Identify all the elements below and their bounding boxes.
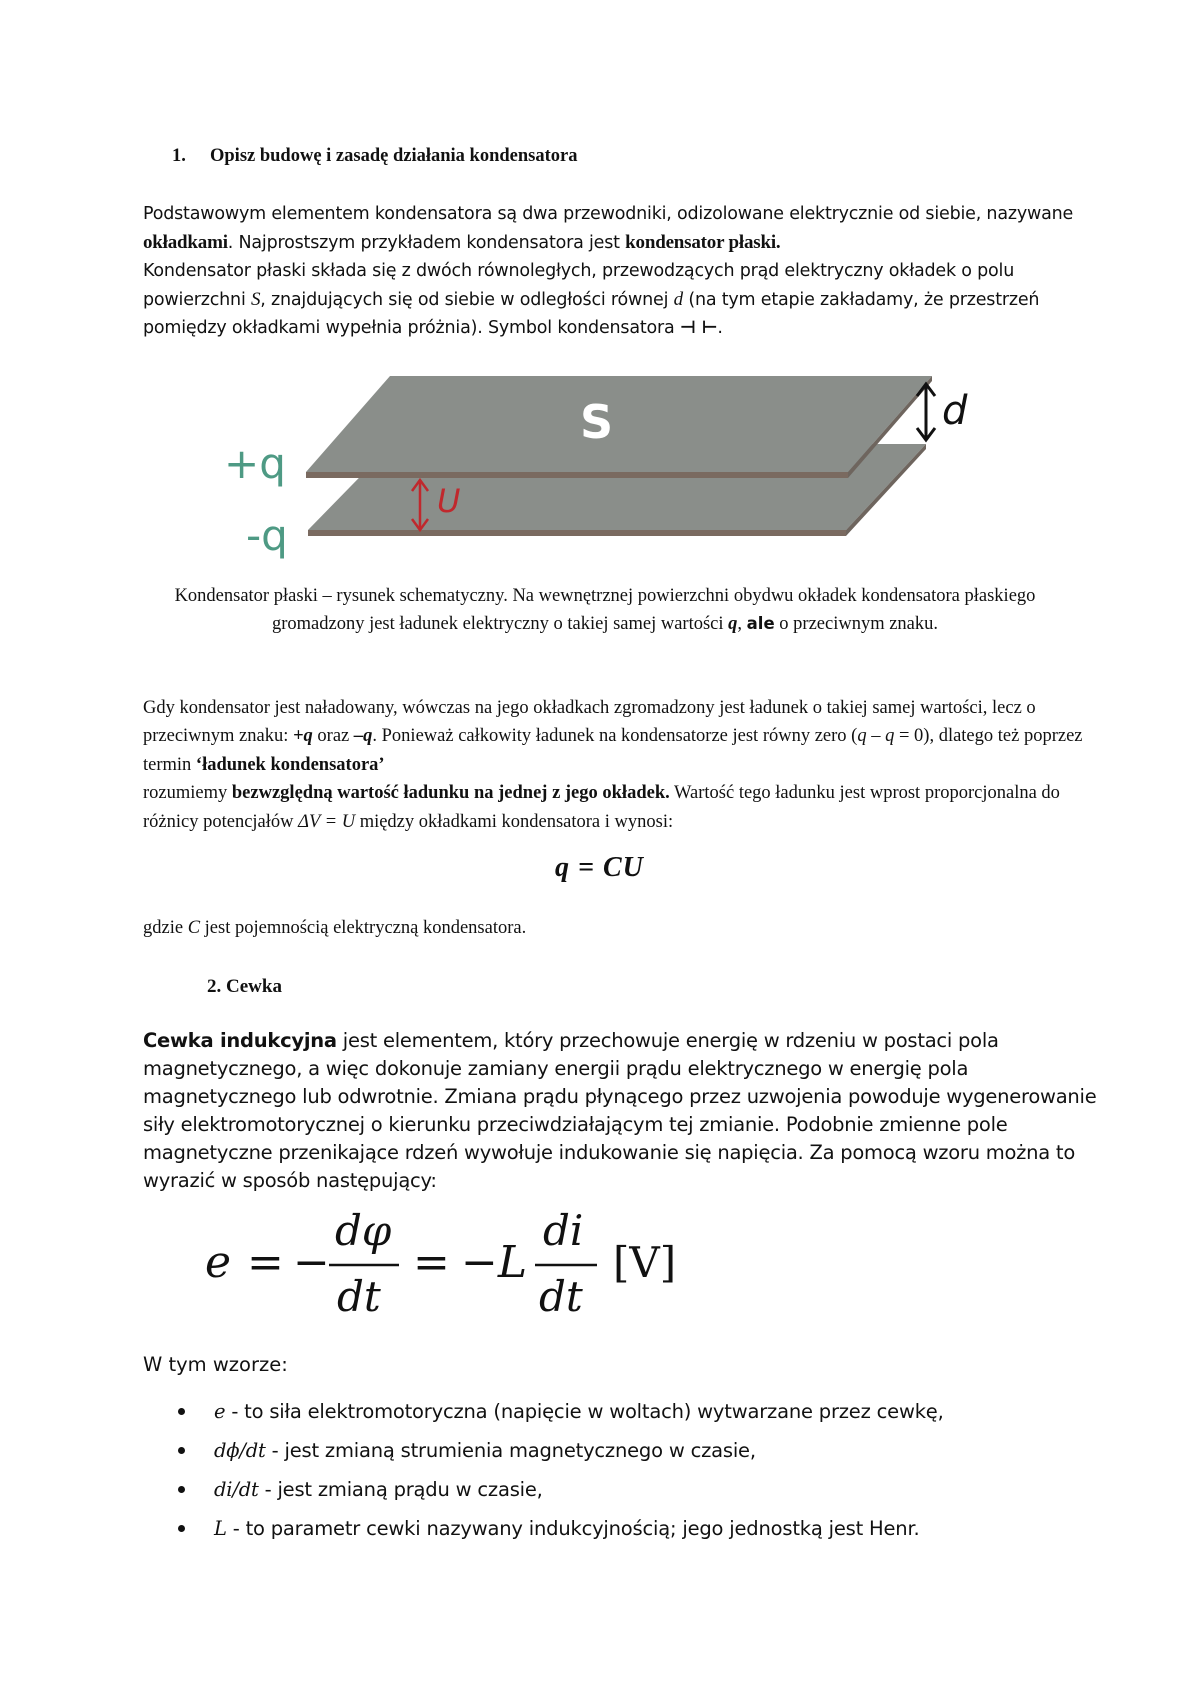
list-item [178, 1509, 944, 1548]
formula2-dphi: dφ [335, 1206, 392, 1255]
formula2-minus-l: −L [461, 1237, 528, 1288]
intro-symbol-s: S [250, 288, 261, 310]
list-item-text: - jest zmianą strumienia magnetycznego w czasie, [265, 1439, 756, 1462]
list-item [178, 1431, 944, 1470]
charge-expression: q – q [857, 726, 895, 747]
coil-term: Cewka indukcyjna [143, 1029, 337, 1052]
bullet-icon [178, 1525, 185, 1532]
bullet-icon [178, 1486, 185, 1493]
gdzie-text-2: jest pojemnością elektryczną kondensatora. [200, 918, 527, 938]
formula2-dt-2: dt [539, 1272, 583, 1321]
intro-text-2: . Najprostszym przykładem kondensatora jest [227, 232, 626, 253]
charge-minus-q: –q [353, 726, 373, 747]
list-item-symbol: dϕ/dt [214, 1439, 266, 1462]
formula2-dt-1: dt [337, 1272, 381, 1321]
caption-symbol-q: q [728, 614, 738, 634]
gdzie-line [143, 918, 526, 939]
list-item-symbol: e [214, 1400, 226, 1423]
formula2-di: di [543, 1206, 584, 1255]
caption-text-2: , [737, 614, 747, 634]
section-1-heading [172, 146, 578, 167]
label-d: d [942, 388, 968, 434]
charge-text-1: Gdy kondensator jest naładowany, wówczas na jego okładkach zgromadzony jest ładunek o takiej samej wartości, lecz o przeciwnym znaku: [143, 698, 1036, 747]
parallel-plate-capacitor-figure [220, 372, 1000, 572]
intro-text-5: (na tym etapie zakładamy, że przestrzeń pomiędzy okładkami wypełnia próżnia). Symbol kondensatora [143, 289, 1040, 339]
coil-paragraph [143, 1027, 1103, 1195]
intro-symbol-d: d [673, 288, 683, 310]
charge-text-2: oraz [312, 726, 354, 747]
list-item-text: - to siła elektromotoryczna (napięcie w woltach) wytwarzane przez cewkę, [225, 1400, 944, 1423]
gdzie-symbol-c: C [187, 918, 201, 938]
charge-paragraph [143, 694, 1083, 836]
gdzie-text-1: gdzie [143, 918, 188, 938]
figure-caption [140, 582, 1070, 638]
caption-ale: ale [746, 614, 775, 633]
list-item [178, 1470, 944, 1509]
formula-q-cu: q = CU [555, 852, 644, 883]
formula2-equals-2: = [413, 1237, 450, 1288]
top-plate-edge [306, 472, 848, 478]
list-item-text: - jest zmianą prądu w czasie, [258, 1478, 543, 1501]
list-item-text: - to parametr cewki nazywany indukcyjnością; jego jednostką jest Henr. [226, 1517, 920, 1540]
bottom-plate-edge [308, 530, 846, 536]
charge-plus-q: +q [293, 726, 313, 747]
list-item [178, 1392, 944, 1431]
formula2-minus: − [293, 1237, 330, 1288]
list-item-symbol: L [214, 1517, 227, 1540]
intro-term-kondensator-plaski: kondensator płaski. [625, 231, 781, 253]
bullet-icon [178, 1408, 185, 1415]
intro-text-1: Podstawowym elementem kondensatora są dwa przewodniki, odizolowane elektrycznie od siebie, nazywane [143, 204, 1074, 224]
intro-text-3: Kondensator płaski składa się z dwóch równoległych, przewodzących prąd elektryczny okładek o polu powierzchni [143, 261, 1015, 310]
coil-text: jest elementem, który przechowuje energię w rdzeniu w postaci pola magnetycznego, a więc dokonuje zamiany energii prądu elektrycznego w energię pola magnetycznego lub odwrotnie. Zmiana prądu płynącego przez uzwojenia powoduje wygenerowanie siły elektromotorycznej o kierunku przeciwdziałającym tej zmianie. Podobnie zmienne pole magnetyczne przenikające rdzeń wywołuje indukowanie się napięcia. Za pomocą wzoru można to wyrazić w sposób następujący: [143, 1029, 1097, 1192]
label-s: S [580, 395, 614, 449]
charge-text-4: = 0), dlatego też poprzez termin [143, 726, 1083, 775]
formula-legend-list [178, 1392, 944, 1548]
intro-term-okladki: okładkami [143, 231, 228, 253]
label-minus-q: -q [246, 511, 288, 560]
bullet-icon [178, 1447, 185, 1454]
charge-emphasis: bezwzględną wartość ładunku na jednej z jego okładek. [231, 783, 670, 804]
charge-text-7: między okładkami kondensatora i wynosi: [355, 811, 674, 832]
intro-text-6: . [717, 318, 723, 339]
charge-term: ‘ładunek kondensatora’ [195, 754, 385, 775]
charge-delta-v: ΔV = U [298, 811, 356, 832]
formula2-e: e [205, 1237, 232, 1288]
caption-text-1: Kondensator płaski – rysunek schematyczny. Na wewnętrznej powierzchni obydwu okładek kondensatora płaskiego gromadzony jest ładunek elektryczny o takiej samej wartości [174, 586, 1036, 634]
caption-text-3: o przeciwnym znaku. [774, 614, 939, 634]
capacitor-symbol-icon: ⊣ ⊢ [679, 318, 718, 339]
label-u: U [437, 482, 461, 520]
top-plate [306, 376, 932, 472]
formula2-equals-1: = [247, 1237, 284, 1288]
section-1-title: Opisz budowę i zasadę działania kondensatora [210, 146, 578, 166]
formula2-unit: [V] [613, 1238, 677, 1287]
charge-text-6: Wartość tego ładunku jest wprost proporcjonalna do różnicy potencjałów [143, 783, 1060, 832]
charge-text-3: . Ponieważ całkowity ładunek na kondensatorze jest równy zero ( [372, 726, 858, 747]
section-1-number: 1. [172, 146, 186, 166]
legend-intro: W tym wzorze: [143, 1353, 288, 1376]
label-plus-q: +q [224, 439, 286, 488]
intro-text-4: , znajdujących się od siebie w odległości równej [260, 289, 674, 310]
intro-paragraph [143, 200, 1083, 343]
formula-induced-emf [205, 1205, 705, 1325]
section-2-heading: 2. Cewka [207, 976, 282, 997]
charge-text-5: rozumiemy [143, 783, 232, 804]
list-item-symbol: di/dt [214, 1478, 259, 1501]
